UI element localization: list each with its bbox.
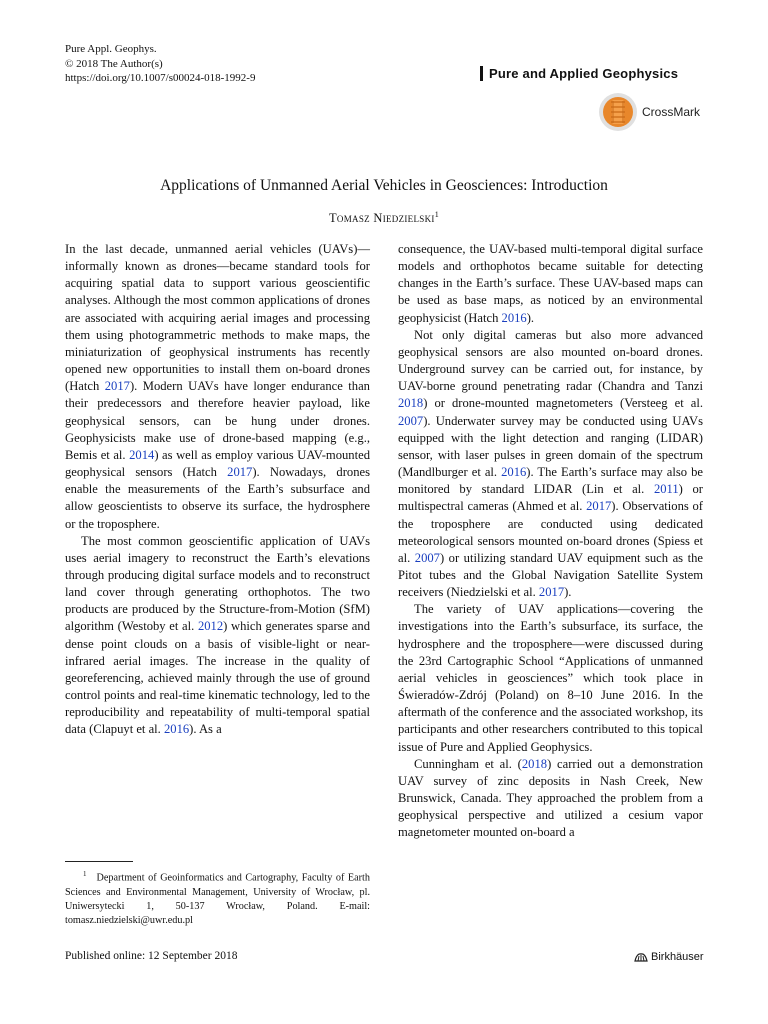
- footnote-divider: [65, 861, 133, 862]
- text-run: ).: [564, 585, 572, 600]
- paragraph: [65, 533, 370, 739]
- text-run: ) or utilizing standard UAV equipment such as the Pitot tubes and the Global Navigation Satellite System receivers (Niedzielski et al.: [398, 550, 703, 600]
- citation-link[interactable]: 2007: [398, 413, 424, 428]
- text-run: ). Modern UAVs have longer endurance than their predecessors and therefore heavier payload, like geophysical sensors, can be hung under drones. Geophysicists make use of drone-based mapping (e.g., Bemis et al.: [65, 379, 370, 462]
- article-title: Applications of Unmanned Aerial Vehicles in Geosciences: Introduction: [160, 177, 608, 194]
- citation-link[interactable]: 2017: [227, 465, 253, 480]
- paragraph: [398, 241, 703, 327]
- birkhauser-logo-icon: [634, 951, 648, 963]
- left-column: [65, 241, 370, 739]
- text-run: The most common geoscientific application of UAVs uses aerial imagery to reconstruct the Earth’s elevations through producing digital surface models and to reconstruct land cover through generating orthophotos. The two products are produced by the Structure-from-Motion (SfM) algorithm (Westoby et al.: [65, 533, 370, 634]
- text-run: ) or multispectral cameras (Ahmed et al.: [398, 482, 703, 514]
- text-run: ). Observations of the troposphere are conducted using dedicated meteorological sensors mounted on-board drones (Spiess et al.: [398, 499, 703, 565]
- doi-link[interactable]: https://doi.org/10.1007/s00024-018-1992-9: [65, 72, 256, 84]
- text-run: ) or drone-mounted magnetometers (Versteeg et al.: [423, 396, 703, 411]
- publisher-name: Birkhäuser: [651, 951, 704, 963]
- citation-link[interactable]: 2012: [197, 619, 224, 634]
- text-run: Not only digital cameras but also more advanced geophysical sensors are also mounted on-board drones. Underground survey can be carried out, for instance, by UAV-borne ground penetrating radar (Chandra and Tanzi: [398, 327, 703, 394]
- text-run: ). The Earth’s surface may also be monitored by standard LIDAR (Lin et al.: [398, 465, 703, 497]
- paragraph: [398, 327, 703, 602]
- paragraph: The variety of UAV applications—covering the investigations into the Earth’s subsurface, its surface, the hydrosphere and the troposphere—were discussed during the 23rd Cartographic School “Applications of unmanned aerial vehicles in geosciences” which took place in Świeradów-Zdrój (Poland) on 8–10 June 2016. In the aftermath of the conference and the associated workshop, its participants and other researchers contributed to this topical issue of Pure and Applied Geophysics.: [398, 602, 703, 754]
- text-run: ).: [526, 310, 535, 325]
- journal-banner: Pure and Applied Geophysics: [480, 66, 713, 81]
- published-date: Published online: 12 September 2018: [65, 950, 238, 962]
- citation-link[interactable]: 2011: [653, 482, 679, 497]
- text-run: ). Underwater survey may be conducted using UAVs equipped with the light detection and ranging (LIDAR) sensor, with laser pulses in green domain of the spectrum (Mandlburger et al.: [398, 413, 703, 480]
- citation-link[interactable]: 2016: [501, 465, 527, 480]
- article-author: [0, 210, 768, 226]
- crossmark-label: CrossMark: [642, 105, 701, 119]
- author-name: Tomasz Niedzielski: [329, 211, 435, 226]
- citation-link[interactable]: 2017: [104, 379, 130, 394]
- crossmark-icon: [598, 92, 638, 132]
- citation-link[interactable]: 2017: [586, 499, 612, 514]
- text-run: Cunningham et al. (: [414, 756, 522, 771]
- text-run: ). As a: [189, 722, 222, 737]
- citation-link[interactable]: 2014: [129, 447, 155, 462]
- journal-short-name: Pure Appl. Geophys.: [65, 43, 157, 55]
- footnote: [65, 867, 370, 929]
- publisher-logo: [634, 951, 704, 963]
- text-run: In the last decade, unmanned aerial vehicles (UAVs)—informally known as drones—became standard tools for acquiring spatial data to support various geoscientific analyses. Although the most common applications of drones are associated with acquiring aerial images and processing them using photogrammetric methods to make maps, the miniaturization of geophysical instruments has recently opened new opportunities to install them on-board drones (Hatch: [65, 242, 370, 394]
- paragraph: [65, 241, 370, 533]
- text-run: consequence, the UAV-based multi-temporal digital surface models and orthophotos became suitable for detecting changes in the Earth’s surface. These UAV-based maps can be used as base maps, as noticed by an environmental geophysicist (Hatch: [398, 242, 703, 325]
- text-run: ) as well as employ various UAV-mounted geophysical sensors (Hatch: [65, 447, 370, 480]
- paragraph: [398, 756, 703, 842]
- citation-link[interactable]: 2016: [163, 722, 190, 737]
- text-run: ). Nowadays, drones enable the measurements of the Earth’s subsurface and allow geoscientists to observe its surface, the hydrosphere or the troposphere.: [65, 465, 370, 531]
- citation-link[interactable]: 2018: [398, 396, 424, 411]
- footnote-text: Department of Geoinformatics and Cartography, Faculty of Earth Sciences and Environmental Management, University of Wrocław, pl. Uniwersytecki 1, 50-137 Wrocław, Poland. E-mail: tomasz.niedzielski@uwr.edu.pl: [65, 872, 370, 927]
- citation-link[interactable]: 2016: [501, 310, 527, 325]
- citation-link[interactable]: 2018: [521, 756, 548, 771]
- article-meta: [65, 42, 255, 86]
- citation-link[interactable]: 2017: [538, 585, 565, 600]
- copyright-line: © 2018 The Author(s): [65, 57, 163, 70]
- footnote-mark: 1: [83, 870, 87, 878]
- text-run: ) carried out a demonstration UAV survey of zinc deposits in Nash Creek, New Brunswick, Canada. They approached the problem from a geophysical perspective and utilized a cesium vapor magnetometer mounted on-board a: [398, 756, 703, 840]
- author-affiliation-mark: 1: [434, 210, 439, 219]
- text-run: ) which generates sparse and dense point clouds on a basis of visible-light or near-infrared aerial images. The increase in the quality of georeferencing, achieved mainly through the use of ground control points and real-time kinematic technology, led to the reproducibility and repeatability of multi-temporal spatial data (Clapuyt et al.: [65, 619, 370, 737]
- citation-link[interactable]: 2007: [414, 550, 440, 565]
- right-column: [398, 241, 703, 841]
- crossmark-badge[interactable]: [598, 92, 700, 132]
